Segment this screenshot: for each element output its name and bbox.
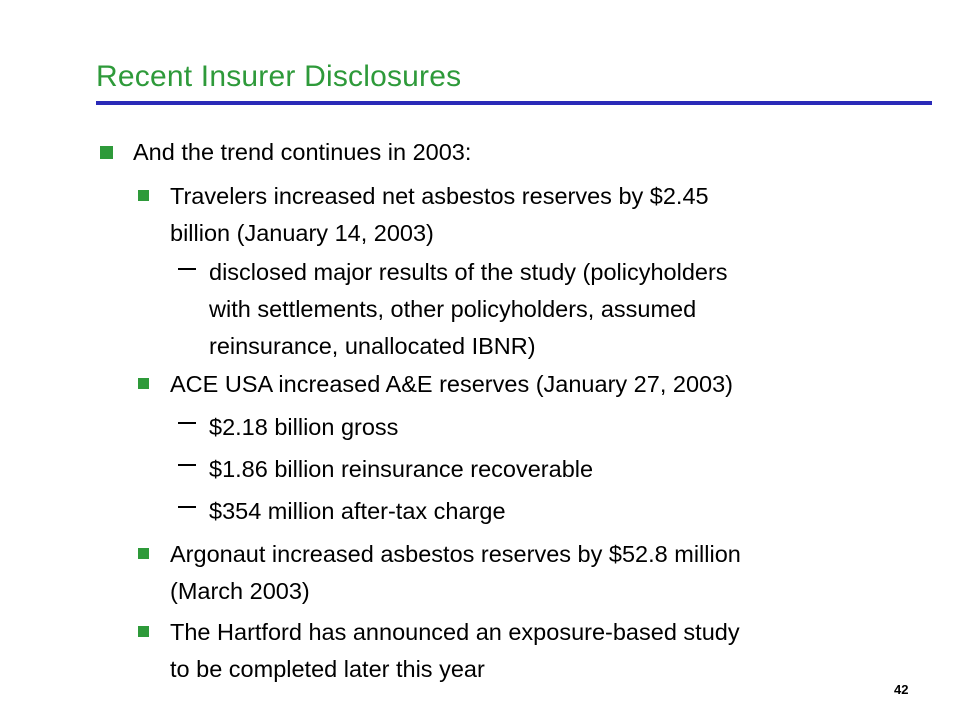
bullet-text: $1.86 billion reinsurance recoverable: [209, 456, 594, 482]
slide-title: Recent Insurer Disclosures: [96, 60, 462, 93]
bullet-marker: [138, 378, 149, 389]
bullet-text: $354 million after-tax charge: [209, 498, 506, 524]
page-number: 42: [894, 682, 909, 697]
bullet-marker: [138, 548, 149, 559]
bullet-text: $2.18 billion gross: [209, 414, 399, 440]
bullet-text: The Hartford has announced an exposure-based study to be completed later this year: [170, 619, 740, 682]
dash-marker: [178, 268, 196, 270]
bullet-text: Travelers increased net asbestos reserves by $2.45 billion (January 14, 2003): [170, 183, 709, 246]
dash-marker: [178, 506, 196, 508]
title-underline: [96, 101, 932, 105]
bullet-text: disclosed major results of the study (policyholders with settlements, other policyholders, assumed reinsurance, unallocated IBNR): [209, 259, 728, 359]
bullet-marker: [100, 146, 113, 159]
bullet-text: And the trend continues in 2003:: [133, 139, 472, 165]
bullet-text: Argonaut increased asbestos reserves by $52.8 million (March 2003): [170, 541, 741, 604]
dash-marker: [178, 422, 196, 424]
bullet-marker: [138, 626, 149, 637]
dash-marker: [178, 464, 196, 466]
bullet-marker: [138, 190, 149, 201]
bullet-text: ACE USA increased A&E reserves (January 27, 2003): [170, 371, 733, 397]
